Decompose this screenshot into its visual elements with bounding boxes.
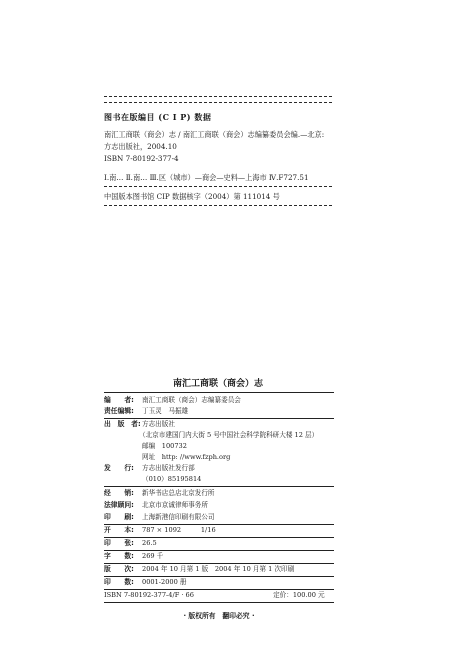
colophon-rule-2 bbox=[104, 486, 334, 487]
isbn-price: ISBN 7-80192-377-4/F · 66 定价：100.00 元 bbox=[104, 591, 325, 599]
cip-line-3: ISBN 7-80192-377-4 bbox=[104, 154, 179, 163]
colophon-rule-7 bbox=[104, 576, 334, 577]
colophon-top-rule bbox=[104, 392, 334, 393]
issuer-value: 方志出版社发行部 bbox=[142, 464, 195, 472]
word-count-value: 269 千 bbox=[142, 552, 164, 560]
edition-value: 2004 年 10 月第 1 版 2004 年 10 月第 1 次印刷 bbox=[142, 565, 295, 573]
cip-title: 图书在版编目 (C I P) 数据 bbox=[104, 112, 212, 122]
publisher-website: 网址 http: //www.fzph.org bbox=[142, 453, 231, 461]
colophon-rule-8 bbox=[104, 589, 334, 590]
distributor-label: 经 销: bbox=[104, 489, 134, 497]
format-value: 787 × 1092 1/16 bbox=[142, 526, 216, 534]
responsible-editor-label: 责任编辑: bbox=[104, 407, 134, 415]
colophon-rule-1 bbox=[104, 418, 334, 419]
sheets-value: 26.5 bbox=[142, 539, 157, 547]
colophon-bottom-rule bbox=[104, 602, 334, 603]
legal-advisor-value: 北京市京诚律师事务所 bbox=[142, 501, 208, 509]
colophon-rule-5 bbox=[104, 550, 334, 551]
editor-value: 南汇工商联（商会）志编纂委员会 bbox=[142, 396, 241, 404]
rights-notice: · 版权所有 翻印必究 · bbox=[183, 612, 255, 620]
cip-lower-dashed-rule bbox=[104, 186, 332, 187]
issuer-label: 发 行: bbox=[104, 464, 134, 472]
distributor-value: 新华书店总店北京发行所 bbox=[142, 489, 215, 497]
word-count-label: 字 数: bbox=[104, 552, 134, 560]
cip-line-1: 南汇工商联（商会）志 / 南汇工商联（商会）志编纂委员会编.—北京: bbox=[104, 130, 325, 139]
legal-advisor-label: 法律顾问: bbox=[104, 501, 134, 509]
book-title: 南汇工商联（商会）志 bbox=[172, 379, 263, 389]
cip-bottom-dashed-rule bbox=[104, 205, 332, 206]
colophon-rule-6 bbox=[104, 563, 334, 564]
format-label: 开 本: bbox=[104, 526, 134, 534]
cip-line-2: 方志出版社，2004.10 bbox=[104, 142, 177, 151]
print-run-value: 0001-2000 册 bbox=[142, 578, 187, 586]
cip-top-dashed-rule bbox=[104, 96, 332, 97]
printer-label: 印 刷: bbox=[104, 513, 134, 521]
edition-label: 版 次: bbox=[104, 565, 134, 573]
colophon-rule-3 bbox=[104, 524, 334, 525]
sheets-label: 印 张: bbox=[104, 539, 134, 547]
editor-label: 编 者: bbox=[104, 396, 134, 404]
publisher-label: 出 版 者: bbox=[104, 420, 141, 428]
publisher-name: 方志出版社 bbox=[142, 420, 175, 428]
printer-value: 上海新港信印刷有限公司 bbox=[142, 513, 215, 521]
print-run-label: 印 数: bbox=[104, 578, 134, 586]
publisher-postcode: 邮编 100732 bbox=[142, 442, 187, 450]
cip-line-4: Ⅰ.南… Ⅱ.南… Ⅲ.区（城市）—商会—史料—上海市 Ⅳ.F727.51 bbox=[104, 173, 309, 182]
cip-mid-dashed-rule bbox=[104, 102, 332, 103]
responsible-editor-value: 丁玉灵 马振雄 bbox=[142, 407, 189, 415]
cip-line-5: 中国版本图书馆 CIP 数据核字（2004）第 111014 号 bbox=[104, 192, 280, 201]
issuer-phone: （010）85195814 bbox=[142, 475, 202, 483]
publisher-address: （北京市建国门内大街 5 号中国社会科学院科研大楼 12 层） bbox=[139, 431, 319, 439]
colophon-rule-4 bbox=[104, 537, 334, 538]
